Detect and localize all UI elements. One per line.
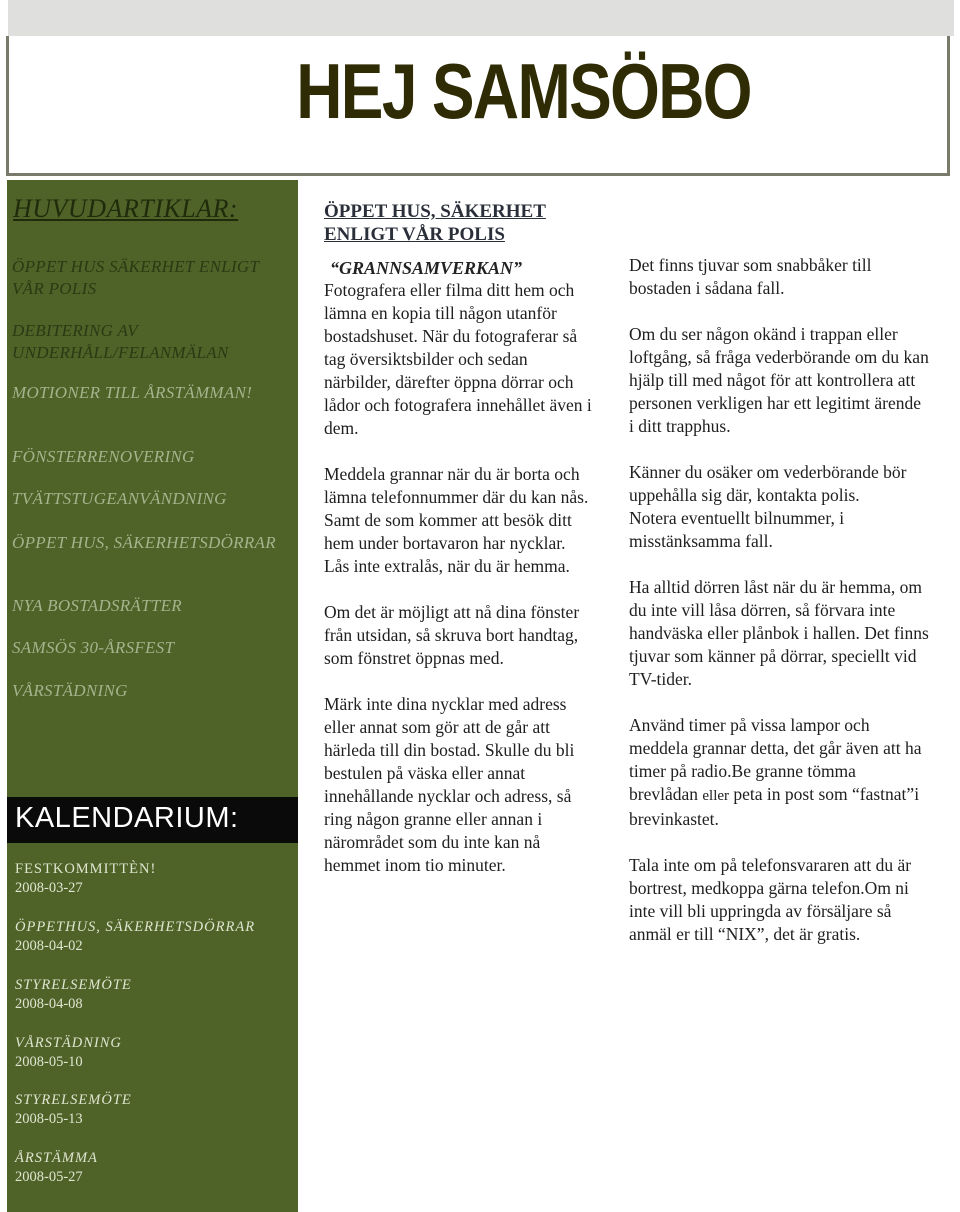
calendar-event: [15, 918, 295, 956]
event-name: ÅRSTÄMMA: [15, 1150, 98, 1166]
event-date: 2008-05-13: [15, 1111, 83, 1127]
sidebar-article[interactable]: TVÄTTSTUGEANVÄNDNING: [12, 489, 227, 508]
sidebar-article[interactable]: VÅRSTÄDNING: [12, 681, 128, 700]
newsletter-title: HEJ SAMSÖBO: [296, 47, 751, 135]
article-title: ÖPPET HUS, SÄKERHET ENLIGT VÅR POLIS: [324, 201, 546, 245]
article-column-left: [324, 200, 594, 900]
event-date: 2008-05-27: [15, 1169, 83, 1185]
sidebar-article[interactable]: ÖPPET HUS SÄKERHET ENLIGT VÅR POLIS: [12, 257, 259, 298]
article-paragraph: Om du ser någon okänd i trappan eller loftgång, så fråga vederbörande om du kan hjälp till med något för att kontrollera att personen verkligen har ett legitimt ärende i ditt trapphus.: [629, 324, 929, 436]
article-paragraph: Känner du osäker om vederbörande bör uppehålla sig där, kontakta polis.: [629, 462, 907, 505]
sidebar-heading: HUVUDARTIKLAR:: [13, 194, 239, 223]
calendar-event: [15, 860, 295, 898]
article-paragraph: [629, 714, 929, 831]
event-date: 2008-04-02: [15, 938, 83, 954]
sidebar-article[interactable]: SAMSÖS 30-ÅRSFEST: [12, 638, 175, 657]
event-date: 2008-05-10: [15, 1054, 83, 1070]
article-paragraph: Det finns tjuvar som snabbåker till bostaden i sådana fall.: [629, 255, 872, 298]
masthead: [6, 36, 950, 176]
article-paragraph: Meddela grannar när du är borta och lämna telefonnummer där du kan nås. Samt de som kommer att besök ditt hem under bortavaron har nycklar. Lås inte extralås, när du är hemma.: [324, 464, 589, 576]
article-text: Använd timer på vissa lampor och meddela grannar detta, det går även att ha timer på radio.Be granne tömma brevlådan: [629, 715, 922, 804]
calendar-heading: KALENDARIUM:: [15, 802, 239, 834]
event-date: 2008-04-08: [15, 996, 83, 1012]
event-name: STYRELSEMÖTE: [15, 1092, 132, 1108]
calendar-event: [15, 976, 295, 1014]
sidebar-article[interactable]: FÖNSTERRENOVERING: [12, 447, 195, 466]
event-name: VÅRSTÄDNING: [15, 1035, 122, 1051]
calendar-heading-bar: [7, 797, 298, 843]
article-paragraph: Fotografera eller filma ditt hem och lämna en kopia till någon utanför bostadshuset. När du fotograferar så tag översiktsbilder och sedan närbilder, därefter öppna dörrar och lådor och fotografera innehållet även i dem.: [324, 280, 592, 438]
article-paragraph: Om det är möjligt att nå dina fönster från utsidan, så skruva bort handtag, som fönstret öppnas med.: [324, 602, 580, 668]
sidebar-article[interactable]: MOTIONER TILL ÅRSTÄMMAN!: [12, 383, 253, 402]
event-date: 2008-03-27: [15, 880, 83, 896]
article-text: peta in post som “fastnat”i brevinkastet.: [629, 784, 920, 829]
sidebar-article[interactable]: ÖPPET HUS, SÄKERHETSDÖRRAR: [12, 533, 276, 552]
article-column-right: [629, 254, 929, 969]
article-paragraph: Ha alltid dörren låst när du är hemma, om du inte vill låsa dörren, så förvara inte handväska eller plånbok i hallen. Det finns tjuvar som känner på dörrar, speciellt vid TV-tider.: [629, 577, 929, 689]
event-name: ÖPPETHUS, SÄKERHETSDÖRRAR: [15, 919, 256, 935]
article-paragraph: Notera eventuellt bilnummer, i misstänksamma fall.: [629, 508, 845, 551]
calendar-event: [15, 1091, 295, 1129]
sidebar: [7, 180, 298, 1212]
calendar-event: [15, 1034, 295, 1072]
calendar-event: [15, 1149, 295, 1187]
article-paragraph: Märk inte dina nycklar med adress eller annat som gör att de går att härleda till din bostad. Skulle du bli bestulen på väska eller annat innehållande nycklar och adress, så ring någon granne eller annan i närområdet som du inte kan nå hemmet inom tio minuter.: [324, 694, 575, 875]
event-name: FESTKOMMITTÈN!: [15, 861, 157, 877]
sidebar-article[interactable]: NYA BOSTADSRÄTTER: [12, 596, 182, 615]
top-bar: [8, 0, 954, 36]
article-paragraph: Tala inte om på telefonsvararen att du är bortrest, medkoppa gärna telefon.Om ni inte vill bli uppringda av försäljare så anmäl er till “NIX”, det är gratis.: [629, 855, 912, 944]
event-name: STYRELSEMÖTE: [15, 977, 132, 993]
sidebar-article[interactable]: DEBITERING AV UNDERHÅLL/FELANMÄLAN: [12, 321, 229, 362]
article-text: eller: [702, 788, 730, 804]
article-subtitle: “GRANNSAMVERKAN”: [330, 258, 523, 278]
